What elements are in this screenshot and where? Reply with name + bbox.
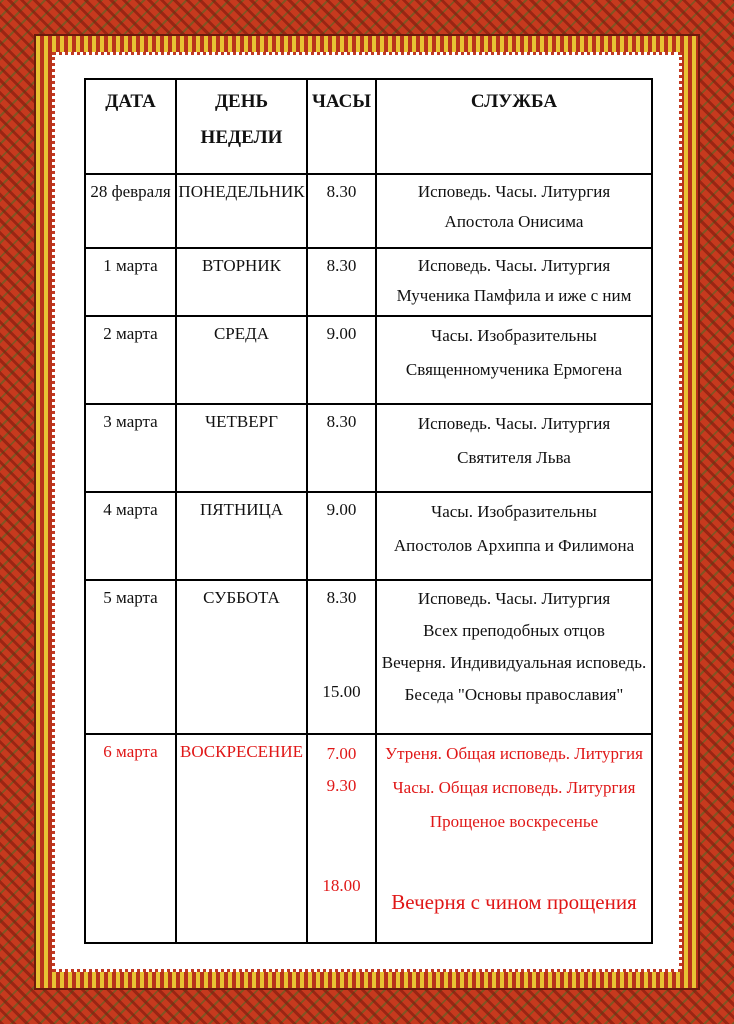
day-cell: ЧЕТВЕРГ bbox=[176, 404, 307, 492]
hours-cell: 9.00 bbox=[307, 316, 376, 404]
hours-line: 9.30 bbox=[326, 776, 357, 795]
day-cell: ПЯТНИЦА bbox=[176, 492, 307, 580]
date-cell: 6 марта bbox=[85, 734, 176, 943]
hours-cell: 8.30 bbox=[307, 404, 376, 492]
service-line: Мученика Памфила и иже с ним bbox=[396, 286, 632, 305]
service-line: Исповедь. Часы. Литургия bbox=[417, 256, 611, 275]
day-cell: СУББОТА bbox=[176, 580, 307, 734]
service-cell bbox=[376, 174, 652, 248]
hours-cell bbox=[307, 580, 376, 734]
date-cell: 28 февраля bbox=[85, 174, 176, 248]
service-line: Апостола Онисима bbox=[444, 212, 584, 231]
hours-cell: 9.00 bbox=[307, 492, 376, 580]
hours-cell bbox=[307, 734, 376, 943]
table-row bbox=[85, 316, 652, 404]
header-row bbox=[85, 79, 652, 174]
header-hours: ЧАСЫ bbox=[307, 79, 376, 174]
table-row bbox=[85, 248, 652, 316]
service-cell bbox=[376, 404, 652, 492]
service-line: Часы. Изобразительны bbox=[431, 502, 597, 521]
header-day-line: НЕДЕЛИ bbox=[200, 127, 283, 148]
hours-cell: 8.30 bbox=[307, 248, 376, 316]
hours-line: 15.00 bbox=[322, 682, 361, 701]
table-row bbox=[85, 580, 652, 734]
service-line: Исповедь. Часы. Литургия bbox=[417, 414, 611, 433]
table-row bbox=[85, 734, 652, 943]
service-cell bbox=[376, 734, 652, 943]
service-line: Утреня. Общая исповедь. Литургия bbox=[385, 744, 643, 763]
service-line: Часы. Общая исповедь. Литургия bbox=[392, 778, 636, 797]
service-line: Исповедь. Часы. Литургия bbox=[417, 182, 611, 201]
date-cell: 2 марта bbox=[85, 316, 176, 404]
hours-line: 8.30 bbox=[326, 588, 357, 607]
header-date: ДАТА bbox=[85, 79, 176, 174]
header-day-line: ДЕНЬ bbox=[214, 91, 269, 112]
service-line: Апостолов Архиппа и Филимона bbox=[393, 536, 635, 555]
service-line: Прощеное воскресенье bbox=[429, 812, 599, 831]
date-cell: 5 марта bbox=[85, 580, 176, 734]
service-cell bbox=[376, 316, 652, 404]
schedule-table bbox=[84, 78, 653, 944]
service-line: Беседа "Основы православия" bbox=[404, 685, 624, 704]
service-cell bbox=[376, 248, 652, 316]
day-cell: ПОНЕДЕЛЬНИК bbox=[176, 174, 307, 248]
service-line: Исповедь. Часы. Литургия bbox=[417, 589, 611, 608]
service-line: Святителя Льва bbox=[457, 448, 571, 467]
table-row bbox=[85, 174, 652, 248]
service-line: Священномученика Ермогена bbox=[405, 360, 623, 379]
date-cell: 4 марта bbox=[85, 492, 176, 580]
service-line: Часы. Изобразительны bbox=[431, 326, 597, 345]
header-day bbox=[176, 79, 307, 174]
day-cell: ВТОРНИК bbox=[176, 248, 307, 316]
day-cell: ВОСКРЕСЕНИЕ bbox=[176, 734, 307, 943]
hours-line: 7.00 bbox=[326, 744, 357, 763]
date-cell: 1 марта bbox=[85, 248, 176, 316]
hours-cell: 8.30 bbox=[307, 174, 376, 248]
service-cell bbox=[376, 580, 652, 734]
table-row bbox=[85, 404, 652, 492]
header-service: СЛУЖБА bbox=[376, 79, 652, 174]
service-line: Вечерня с чином прощения bbox=[391, 890, 637, 914]
service-line: Вечерня. Индивидуальная исповедь. bbox=[381, 653, 647, 672]
hours-line: 18.00 bbox=[322, 876, 361, 895]
date-cell: 3 марта bbox=[85, 404, 176, 492]
service-line: Всех преподобных отцов bbox=[423, 621, 605, 640]
service-cell bbox=[376, 492, 652, 580]
table-row bbox=[85, 492, 652, 580]
day-cell: СРЕДА bbox=[176, 316, 307, 404]
